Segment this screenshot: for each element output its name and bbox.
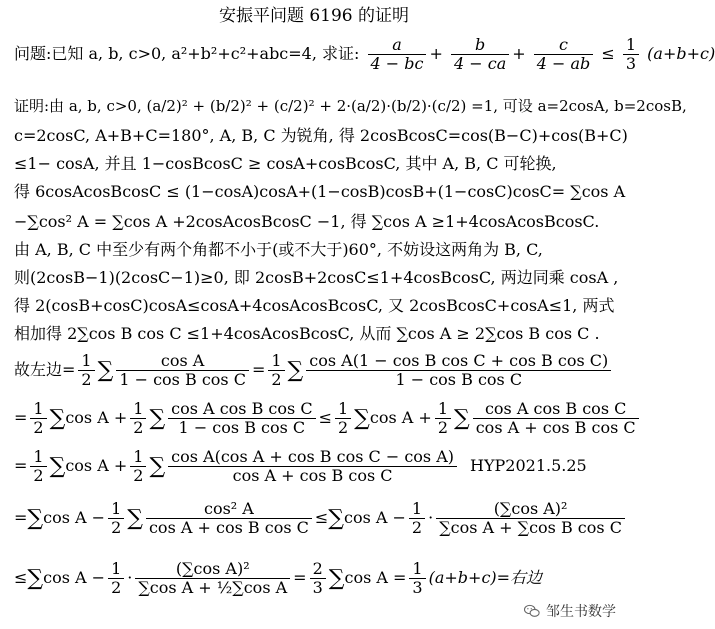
proof-line-6: 由 A, B, C 中至少有两个角都不小于(或不大于)60°, 不妨设这两角为 B, C, (14, 240, 543, 259)
doc-title: 安振平问题 6196 的证明 (218, 6, 410, 26)
problem-tail: (a+b+c) (647, 44, 715, 63)
proof-line-2: c=2cosC, A+B+C=180°, A, B, C 为锐角, 得 2cosBcosC=cos(B−C)+cos(B+C) (14, 126, 628, 145)
fraction: $\frac{a}{4 - bc}$ (368, 36, 427, 73)
proof-line-5: −∑cos² A = ∑cos A +2cosAcosBcosC −1, 得 ∑cos A ≥1+4cosAcosBcosC. (14, 212, 600, 231)
derivation-line-1: 故左边= $\frac{1}{2}$ ∑ $\frac{\text{cos A}}{\text{1 − cos B cos C}}$ = $\frac{1}{2}$ ∑ $\frac{\text{cos A(1 − cos B cos C + cos B cos C)}}{\text{1 − cos B cos C}}$ (14, 352, 614, 389)
proof-line-1: 证明:由 a, b, c>0, (a/2)² + (b/2)² + (c/2)² + 2·(a/2)·(b/2)·(c/2) =1, 可设 a=2cosA, b=2cosB, (14, 97, 687, 115)
proof-line-7: 则(2cosB−1)(2cosC−1)≥0, 即 2cosB+2cosC≤1+4cosBcosC, 两边同乘 cosA , (14, 268, 619, 287)
author-date: HYP2021.5.25 (470, 456, 587, 475)
derivation-line-3: = $\frac{1}{2}$ ∑cos A + $\frac{1}{2}$ ∑ $\frac{\text{cos A(cos A + cos B cos C − cos A)}}{\text{cos A + cos B cos C}}$ (14, 448, 460, 485)
watermark-text: 邹生书数学 (546, 604, 616, 620)
proof-line-4: 得 6cosAcosBcosC ≤ (1−cosA)cosA+(1−cosB)cosB+(1−cosC)cosC= ∑cos A (14, 182, 626, 201)
proof-line-8: 得 2(cosB+cosC)cosA≤cosA+4cosAcosBcosC, 又 2cosBcosC+cosA≤1, 两式 (14, 296, 615, 315)
problem-statement: 问题:已知 a, b, c>0, a²+b²+c²+abc=4, 求证: $\frac{a}{4 - bc}$ + $\frac{b}{4 - ca}$ + $\frac{c}{4 - ab}$ ≤ $\frac{1}{3}$ (a+b+c) (14, 35, 715, 73)
fraction: $\frac{1}{3}$ (623, 36, 639, 73)
derivation-line-5: ≤∑cos A − $\frac{1}{2}$ · $\frac{\text{(∑cos A)²}}{\text{∑cos A + ½∑cos A}}$ = $\frac{2}{3}$ ∑cos A = $\frac{1}{3}$ (a+b+c)=右边 (14, 559, 543, 597)
watermark (523, 601, 616, 621)
problem-prefix: 问题:已知 a, b, c>0, a²+b²+c²+abc=4, 求证: (14, 44, 365, 63)
fraction: $\frac{b}{4 - ca}$ (451, 36, 509, 73)
proof-line-9: 相加得 2∑cos B cos C ≤1+4cosAcosBcosC, 从而 ∑cos A ≥ 2∑cos B cos C . (14, 324, 600, 343)
proof-line-3: ≤1− cosA, 并且 1−cosBcosC ≥ cosA+cosBcosC, 其中 A, B, C 可轮换, (14, 154, 557, 173)
derivation-line-2: = $\frac{1}{2}$ ∑cos A + $\frac{1}{2}$ ∑ $\frac{\text{cos A cos B cos C}}{\text{1 − cos B cos C}}$ ≤ $\frac{1}{2}$ ∑cos A + $\frac{1}{2}$ ∑ $\frac{\text{cos A cos B cos C}}{\text{cos A + cos B cos C}}$ (14, 400, 642, 437)
fraction: $\frac{c}{4 - ab}$ (534, 36, 594, 73)
wechat-icon (523, 602, 541, 620)
derivation-line-4: =∑cos A − $\frac{1}{2}$ ∑ $\frac{\text{cos² A}}{\text{cos A + cos B cos C}}$ ≤∑cos A − $\frac{1}{2}$ · $\frac{\text{(∑cos A)²}}{\text{∑cos A + ∑cos B cos C}}$ (14, 500, 628, 537)
